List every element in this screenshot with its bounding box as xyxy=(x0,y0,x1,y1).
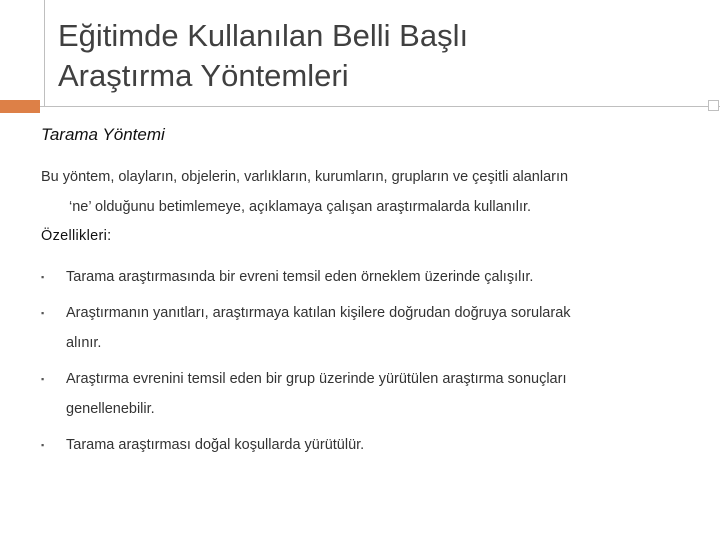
list-item xyxy=(41,298,711,358)
vertical-rule xyxy=(44,0,45,106)
list-item-text: Araştırma evrenini temsil eden bir grup üzerinde yürütülen araştırma sonuçları xyxy=(66,371,567,387)
corner-square xyxy=(708,100,719,111)
bullet-icon: ▪ xyxy=(41,308,45,318)
horizontal-rule xyxy=(0,106,720,107)
slide-title xyxy=(58,16,678,96)
title-line-1: Eğitimde Kullanılan Belli Başlı xyxy=(58,18,469,53)
description-paragraph xyxy=(41,162,711,222)
paragraph-line-2: ‘ne’ olduğunu betimlemeye, açıklamaya çalışan araştırmalarda kullanılır. xyxy=(69,199,532,215)
paragraph-line-1: Bu yöntem, olayların, objelerin, varlıkların, kurumların, grupların ve çeşitli alanların xyxy=(41,169,569,185)
bullet-icon: ▪ xyxy=(41,440,45,450)
bullet-icon: ▪ xyxy=(41,374,45,384)
title-line-2: Araştırma Yöntemleri xyxy=(58,58,349,93)
list-item-text: Tarama araştırması doğal koşullarda yürütülür. xyxy=(66,437,365,453)
list-item xyxy=(41,364,711,424)
list-item xyxy=(41,430,711,460)
features-list xyxy=(41,262,711,466)
list-item-text: Araştırmanın yanıtları, araştırmaya katılan kişilere doğrudan doğruya sorularak xyxy=(66,305,571,321)
bullet-icon: ▪ xyxy=(41,272,45,282)
list-item-text-cont: alınır. xyxy=(66,335,102,351)
list-item xyxy=(41,262,711,292)
list-item-text: Tarama araştırmasında bir evreni temsil eden örneklem üzerinde çalışılır. xyxy=(66,269,534,285)
features-label: Özellikleri: xyxy=(41,228,112,244)
accent-bar xyxy=(0,100,40,113)
section-subheading: Tarama Yöntemi xyxy=(41,125,165,144)
list-item-text-cont: genellenebilir. xyxy=(66,401,155,417)
